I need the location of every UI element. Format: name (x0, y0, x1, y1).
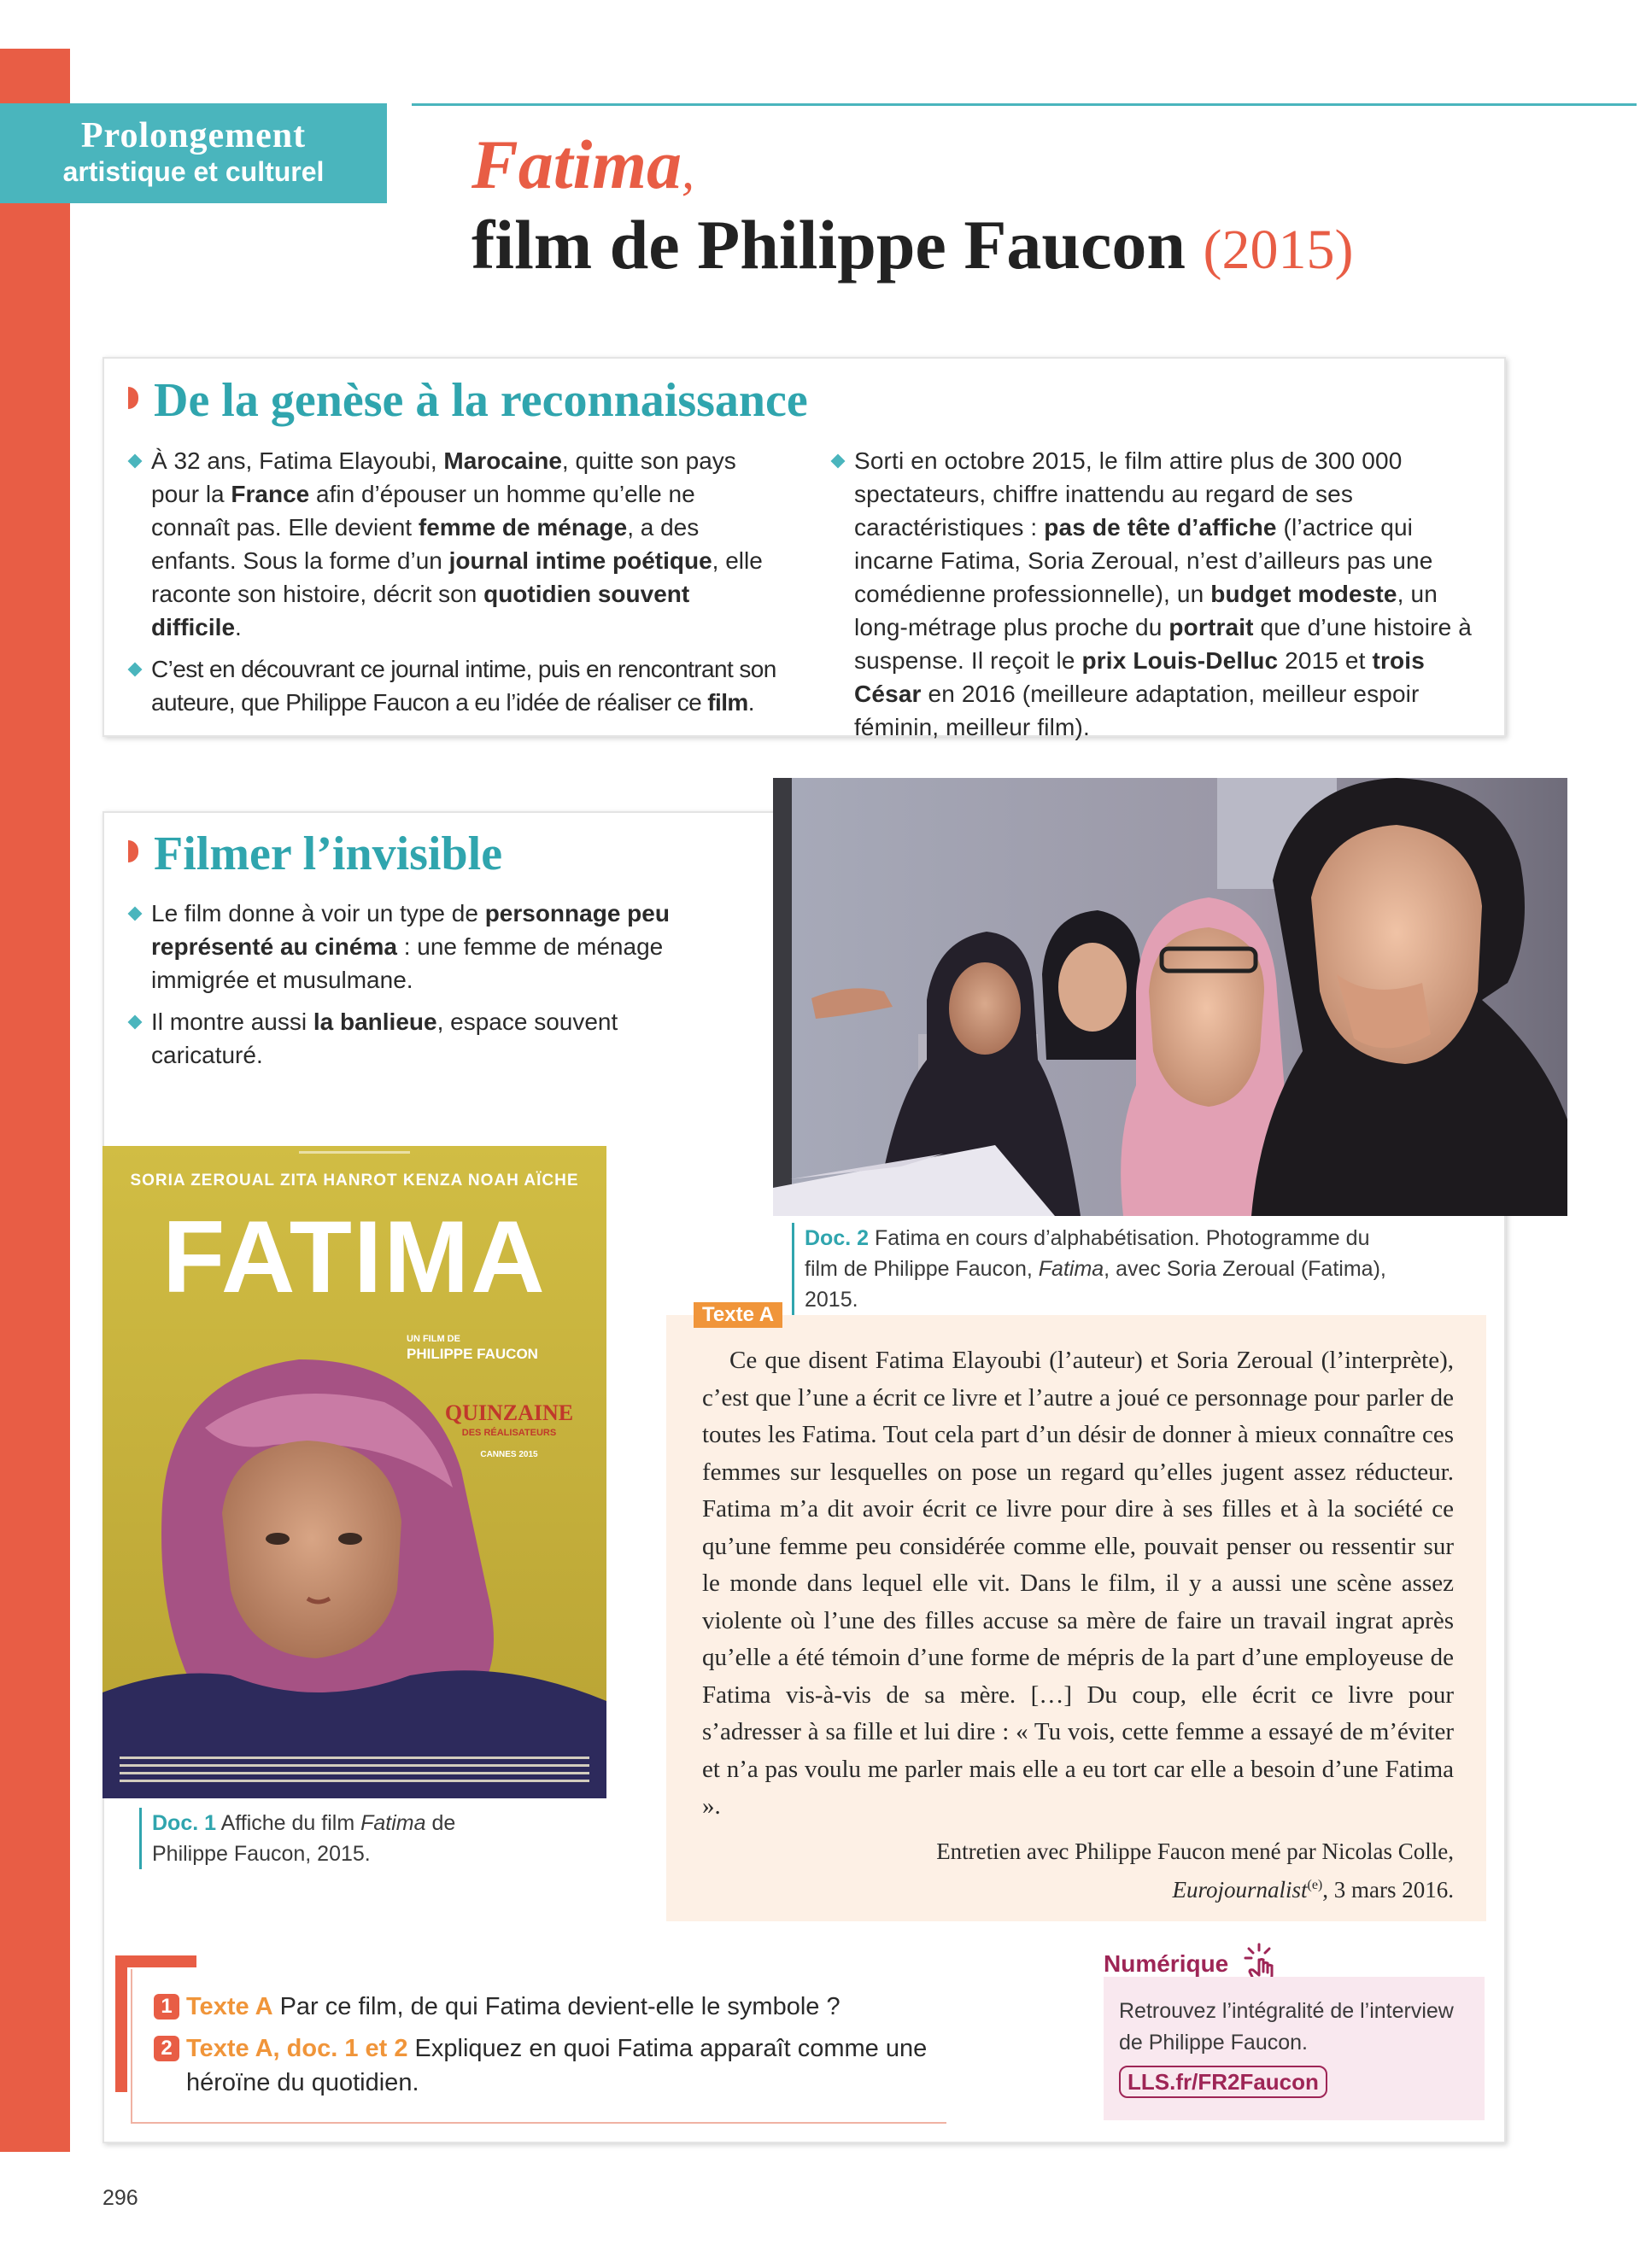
text-run: Sorti en octobre 2015, le film attire plus de 300 000 spectateurs, chiffre inattendu au regard de ses caractéristiques : (854, 447, 1403, 541)
numerique-label-text: Numérique (1104, 1950, 1229, 1977)
doc1-caption-em: Fatima (360, 1811, 426, 1835)
text-run: : une femme de ménage immigrée et musulmane. (151, 933, 664, 993)
text-run: (l’actrice qui incarne Fatima, Soria Zeroual, n’est d’ailleurs pas une comédienne professionnelle), un (854, 514, 1433, 607)
section2-heading-text: Filmer l’invisible (154, 827, 503, 880)
film-title: Fatima (472, 126, 682, 203)
section-tag (0, 103, 387, 203)
diamond-bullet-icon (128, 454, 143, 469)
texte-a-label: Texte A (694, 1302, 782, 1328)
text-run: , un long-métrage plus proche du (854, 581, 1438, 640)
bullet-text (151, 900, 670, 993)
bold-text-run: prix Louis-Delluc (1081, 647, 1279, 674)
poster-festival: QUINZAINE (444, 1400, 574, 1425)
doc2-caption-pre: Fatima en cours d’alphabétisation. Photogramme du film de Philippe Faucon, (805, 1226, 1370, 1281)
section1-heading (128, 373, 808, 428)
questions-bracket-top (115, 1955, 196, 1967)
tag-line1: Prolongement (80, 116, 307, 155)
poster-festival-sub: DES RÉALISATEURS (461, 1428, 557, 1438)
title-line2: film de Philippe Faucon (472, 206, 1186, 284)
doc2-caption (792, 1223, 1407, 1315)
text-run: . (235, 614, 242, 640)
bullet-text (151, 1008, 618, 1068)
page-number: 296 (102, 2186, 138, 2210)
page-title-sub (472, 205, 1353, 285)
list-item (130, 897, 711, 997)
text-run: en 2016 (meilleure adaptation, meilleur espoir féminin, meilleur film). (854, 681, 1420, 740)
doc2-caption-post: , avec Soria Zeroual (Fatima), 2015. (805, 1257, 1386, 1312)
text-run: C’est en découvrant ce journal intime, puis en rencontrant son auteure, que Philippe Faucon a eu l’idée de réaliser ce (151, 656, 776, 716)
question-number: 1 (154, 1994, 179, 2020)
text-run: , quitte son pays pour la (151, 447, 736, 507)
numerique-box (1104, 1977, 1485, 2120)
text-run: afin d’épouser un homme qu’elle ne connaît pas. Elle devient (151, 481, 695, 541)
doc1-caption (139, 1808, 481, 1869)
diamond-bullet-icon (128, 663, 143, 677)
bold-text-run: portrait (1168, 614, 1254, 640)
texte-a-source (769, 1834, 1454, 1907)
doc2-caption-em: Fatima (1038, 1257, 1104, 1281)
bold-text-run: journal intime poétique (448, 547, 712, 574)
film-poster (102, 1146, 606, 1798)
source-sup: (e) (1307, 1878, 1323, 1892)
list-item (833, 444, 1482, 744)
text-run: , espace souvent caricaturé. (151, 1008, 618, 1068)
poster-title: FATIMA (162, 1200, 547, 1314)
question-1 (154, 1990, 922, 2024)
text-run: , elle raconte son histoire, décrit son (151, 547, 763, 607)
page-title-film (472, 125, 694, 205)
question-ref: Texte A (186, 1993, 273, 2020)
poster-festival-place: CANNES 2015 (480, 1450, 538, 1459)
header-rule (412, 103, 1637, 106)
chevron-icon (128, 387, 138, 409)
source-line1: Entretien avec Philippe Faucon mené par Nicolas Colle, (936, 1838, 1454, 1864)
text-run: que d’une histoire à suspense. Il reçoit le (854, 614, 1472, 674)
left-color-strip (0, 49, 70, 2152)
question-2 (154, 2031, 940, 2100)
text-run: Le film donne à voir un type de (151, 900, 485, 926)
poster-director: PHILIPPE FAUCON (407, 1346, 538, 1362)
text-run: , a des enfants. Sous la forme d’un (151, 514, 700, 574)
question-number: 2 (154, 2036, 179, 2061)
list-item (130, 652, 777, 719)
bullet-text (151, 447, 763, 640)
questions-bracket (115, 1955, 127, 2092)
title-comma: , (682, 143, 695, 199)
question-text: Expliquez en quoi Fatima apparaît comme une héroïne du quotidien. (186, 2035, 928, 2096)
numerique-text: Retrouvez l’intégralité de l’interview de Philippe Faucon. (1119, 1999, 1454, 2055)
list-item (130, 444, 777, 644)
tag-line2: artistique et culturel (62, 156, 325, 187)
diamond-bullet-icon (831, 454, 846, 469)
bold-text-run: film (707, 689, 748, 716)
list-item (130, 1005, 711, 1072)
source-date: , 3 mars 2016. (1322, 1877, 1454, 1903)
bold-text-run: France (231, 481, 310, 507)
diamond-bullet-icon (128, 907, 143, 921)
source-publication: Eurojournalist (1172, 1877, 1308, 1903)
questions-rule-h (131, 2122, 946, 2124)
bold-text-run: pas de tête d’affiche (1044, 514, 1277, 541)
poster-film-by: UN FILM DE (407, 1334, 460, 1344)
section1-left-col (130, 444, 777, 719)
section2-list (130, 897, 711, 1072)
doc2-label: Doc. 2 (805, 1226, 870, 1250)
bullet-text (854, 447, 1472, 740)
doc1-caption-post: de Philippe Faucon, 2015. (152, 1811, 456, 1866)
questions-rule-v (131, 1969, 132, 2124)
doc1-label: Doc. 1 (152, 1811, 217, 1835)
chevron-icon (128, 840, 138, 862)
bold-text-run: quotidien souvent difficile (151, 581, 690, 640)
text-run: . (747, 689, 754, 716)
source-line2 (769, 1868, 1454, 1907)
question-text: Par ce film, de qui Fatima devient-elle le symbole ? (272, 1993, 840, 2020)
classroom-photo (773, 778, 1567, 1216)
text-run: 2015 et (1278, 647, 1373, 674)
poster-cast: SORIA ZEROUAL ZITA HANROT KENZA NOAH AÏCHE (130, 1172, 579, 1190)
bold-text-run: femme de ménage (418, 514, 628, 541)
bold-text-run: Marocaine (443, 447, 562, 474)
question-ref: Texte A, doc. 1 et 2 (186, 2035, 408, 2062)
bold-text-run: personnage peu représenté au cinéma (151, 900, 670, 960)
section1-right-col (833, 444, 1482, 744)
doc1-caption-pre: Affiche du film (216, 1811, 361, 1835)
title-year: (2015) (1203, 219, 1354, 281)
numerique-link[interactable]: LLS.fr/FR2Faucon (1119, 2066, 1327, 2098)
film-still-photo (773, 778, 1567, 1216)
section1-heading-text: De la genèse à la reconnaissance (154, 374, 808, 427)
bold-text-run: trois César (854, 647, 1425, 707)
bold-text-run: budget modeste (1210, 581, 1397, 607)
text-run: Il montre aussi (151, 1008, 313, 1035)
bullet-text (151, 656, 776, 716)
text-run: À 32 ans, Fatima Elayoubi, (151, 447, 444, 474)
bold-text-run: la banlieue (313, 1008, 437, 1035)
diamond-bullet-icon (128, 1015, 143, 1030)
section2-heading (128, 827, 502, 881)
texte-a-body: Ce que disent Fatima Elayoubi (l’auteur) et Soria Zeroual (l’interprète), c’est que l’une a écrit ce livre et l’autre a joué ce personnage pour parler de toutes les Fatima. Tout cela part d’un désir de donner à mieux connaître ces femmes sur lesquelles on pose un regard qu’elles jugent assez réducteur. Fatima m’a dit avoir écrit ce livre pour dire à ses filles et à la société ce qu’une femme peu considérée comme elle, pouvait penser ou ressentir sur le monde dans lequel elle vit. Dans le film, il y a aussi une scène assez violente où l’une des filles accuse sa mère de faire un travail ingrat après qu’elle a été témoin d’une forme de mépris de la part d’une employeuse de Fatima vis-à-vis de sa mère. […] Du coup, elle écrit ce livre pour s’adresser à sa fille et lui dire : « Tu vois, cette femme a essayé de m’éviter et n’a pas voulu me parler mais elle a eu tort car elle a besoin d’une Fatima ». (702, 1347, 1454, 1820)
